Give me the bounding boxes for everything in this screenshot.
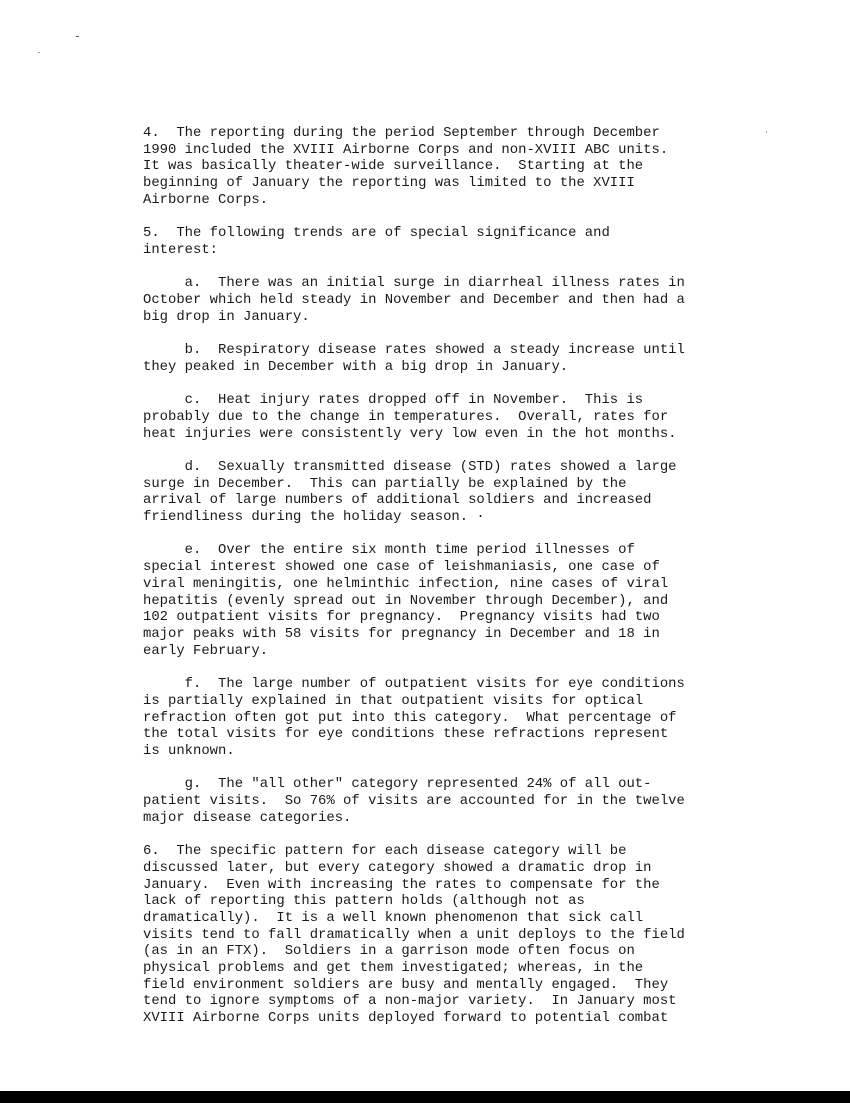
text-line: g. The "all other" category represented 24% of all out- xyxy=(143,776,652,793)
text-line: dramatically). It is a well known phenomenon that sick call xyxy=(143,909,644,926)
text-line: physical problems and get them investigated; whereas, in the xyxy=(143,960,644,977)
text-line: interest: xyxy=(143,241,219,258)
paragraph xyxy=(143,542,763,659)
text-line: a. There was an initial surge in diarrheal illness rates in xyxy=(143,275,685,292)
text-line: tend to ignore symptoms of a non-major variety. In January most xyxy=(143,993,677,1010)
paragraph xyxy=(143,843,763,1027)
text-line: c. Heat injury rates dropped off in November. This is xyxy=(143,392,644,409)
paragraph xyxy=(143,459,763,526)
text-line: surge in December. This can partially be explained by the xyxy=(143,475,627,492)
paragraph xyxy=(143,676,763,760)
text-line: field environment soldiers are busy and mentally engaged. They xyxy=(143,976,669,993)
text-line: 1990 included the XVIII Airborne Corps and non-XVIII ABC units. xyxy=(143,141,669,158)
scan-speck xyxy=(38,52,40,53)
text-line: 4. The reporting during the period September through December xyxy=(143,125,660,141)
text-line: lack of reporting this pattern holds (although not as xyxy=(143,893,585,910)
text-line: early February. xyxy=(143,642,269,659)
text-line: 6. The specific pattern for each disease category will be xyxy=(143,843,627,860)
text-line: 102 outpatient visits for pregnancy. Pregnancy visits had two xyxy=(143,609,660,626)
text-line: heat injuries were consistently very low even in the hot months. xyxy=(143,425,677,442)
text-line: the total visits for eye conditions these refractions represent xyxy=(143,726,669,743)
text-line: major peaks with 58 visits for pregnancy in December and 18 in xyxy=(143,626,660,642)
text-line: October which held steady in November and December and then had a xyxy=(143,292,685,308)
document-body xyxy=(143,125,763,1044)
scan-bottom-edge xyxy=(0,1091,850,1103)
text-line: viral meningitis, one helminthic infection, nine cases of viral xyxy=(143,575,669,592)
paragraph xyxy=(143,225,763,258)
text-line: special interest showed one case of leishmaniasis, one case of xyxy=(143,559,660,576)
text-line: refraction often got put into this category. What percentage of xyxy=(143,709,677,726)
text-line: arrival of large numbers of additional soldiers and increased xyxy=(143,492,652,509)
paragraph xyxy=(143,392,763,442)
text-line: Airborne Corps. xyxy=(143,191,269,208)
text-line: January. Even with increasing the rates to compensate for the xyxy=(143,876,660,893)
scan-speck xyxy=(76,36,79,37)
text-line: (as in an FTX). Soldiers in a garrison mode often focus on xyxy=(143,943,635,960)
text-line: probably due to the change in temperatures. Overall, rates for xyxy=(143,408,669,425)
paragraph xyxy=(143,125,763,209)
text-line: hepatitis (evenly spread out in November through December), and xyxy=(143,592,669,609)
scan-speck xyxy=(766,131,767,133)
paragraph xyxy=(143,275,763,325)
text-line: is unknown. xyxy=(143,742,235,759)
text-line: beginning of January the reporting was limited to the XVIII xyxy=(143,175,635,192)
text-line: discussed later, but every category showed a dramatic drop in xyxy=(143,859,652,876)
text-line: friendliness during the holiday season. · xyxy=(143,509,485,526)
text-line: e. Over the entire six month time period illnesses of xyxy=(143,542,635,559)
text-line: d. Sexually transmitted disease (STD) rates showed a large xyxy=(143,458,677,475)
paragraph xyxy=(143,776,763,826)
text-line: they peaked in December with a big drop in January. xyxy=(143,358,569,375)
paragraph xyxy=(143,342,763,375)
text-line: visits tend to fall dramatically when a unit deploys to the field xyxy=(143,926,685,943)
text-line: major disease categories. xyxy=(143,809,352,826)
text-line: is partially explained in that outpatient visits for optical xyxy=(143,692,644,709)
text-line: 5. The following trends are of special significance and xyxy=(143,225,610,242)
text-line: f. The large number of outpatient visits for eye conditions xyxy=(143,676,685,693)
text-line: It was basically theater-wide surveillance. Starting at the xyxy=(143,158,644,175)
text-line: big drop in January. xyxy=(143,308,310,325)
text-line: b. Respiratory disease rates showed a steady increase until xyxy=(143,342,685,359)
text-line: XVIII Airborne Corps units deployed forward to potential combat xyxy=(143,1010,669,1027)
text-line: patient visits. So 76% of visits are accounted for in the twelve xyxy=(143,793,685,809)
